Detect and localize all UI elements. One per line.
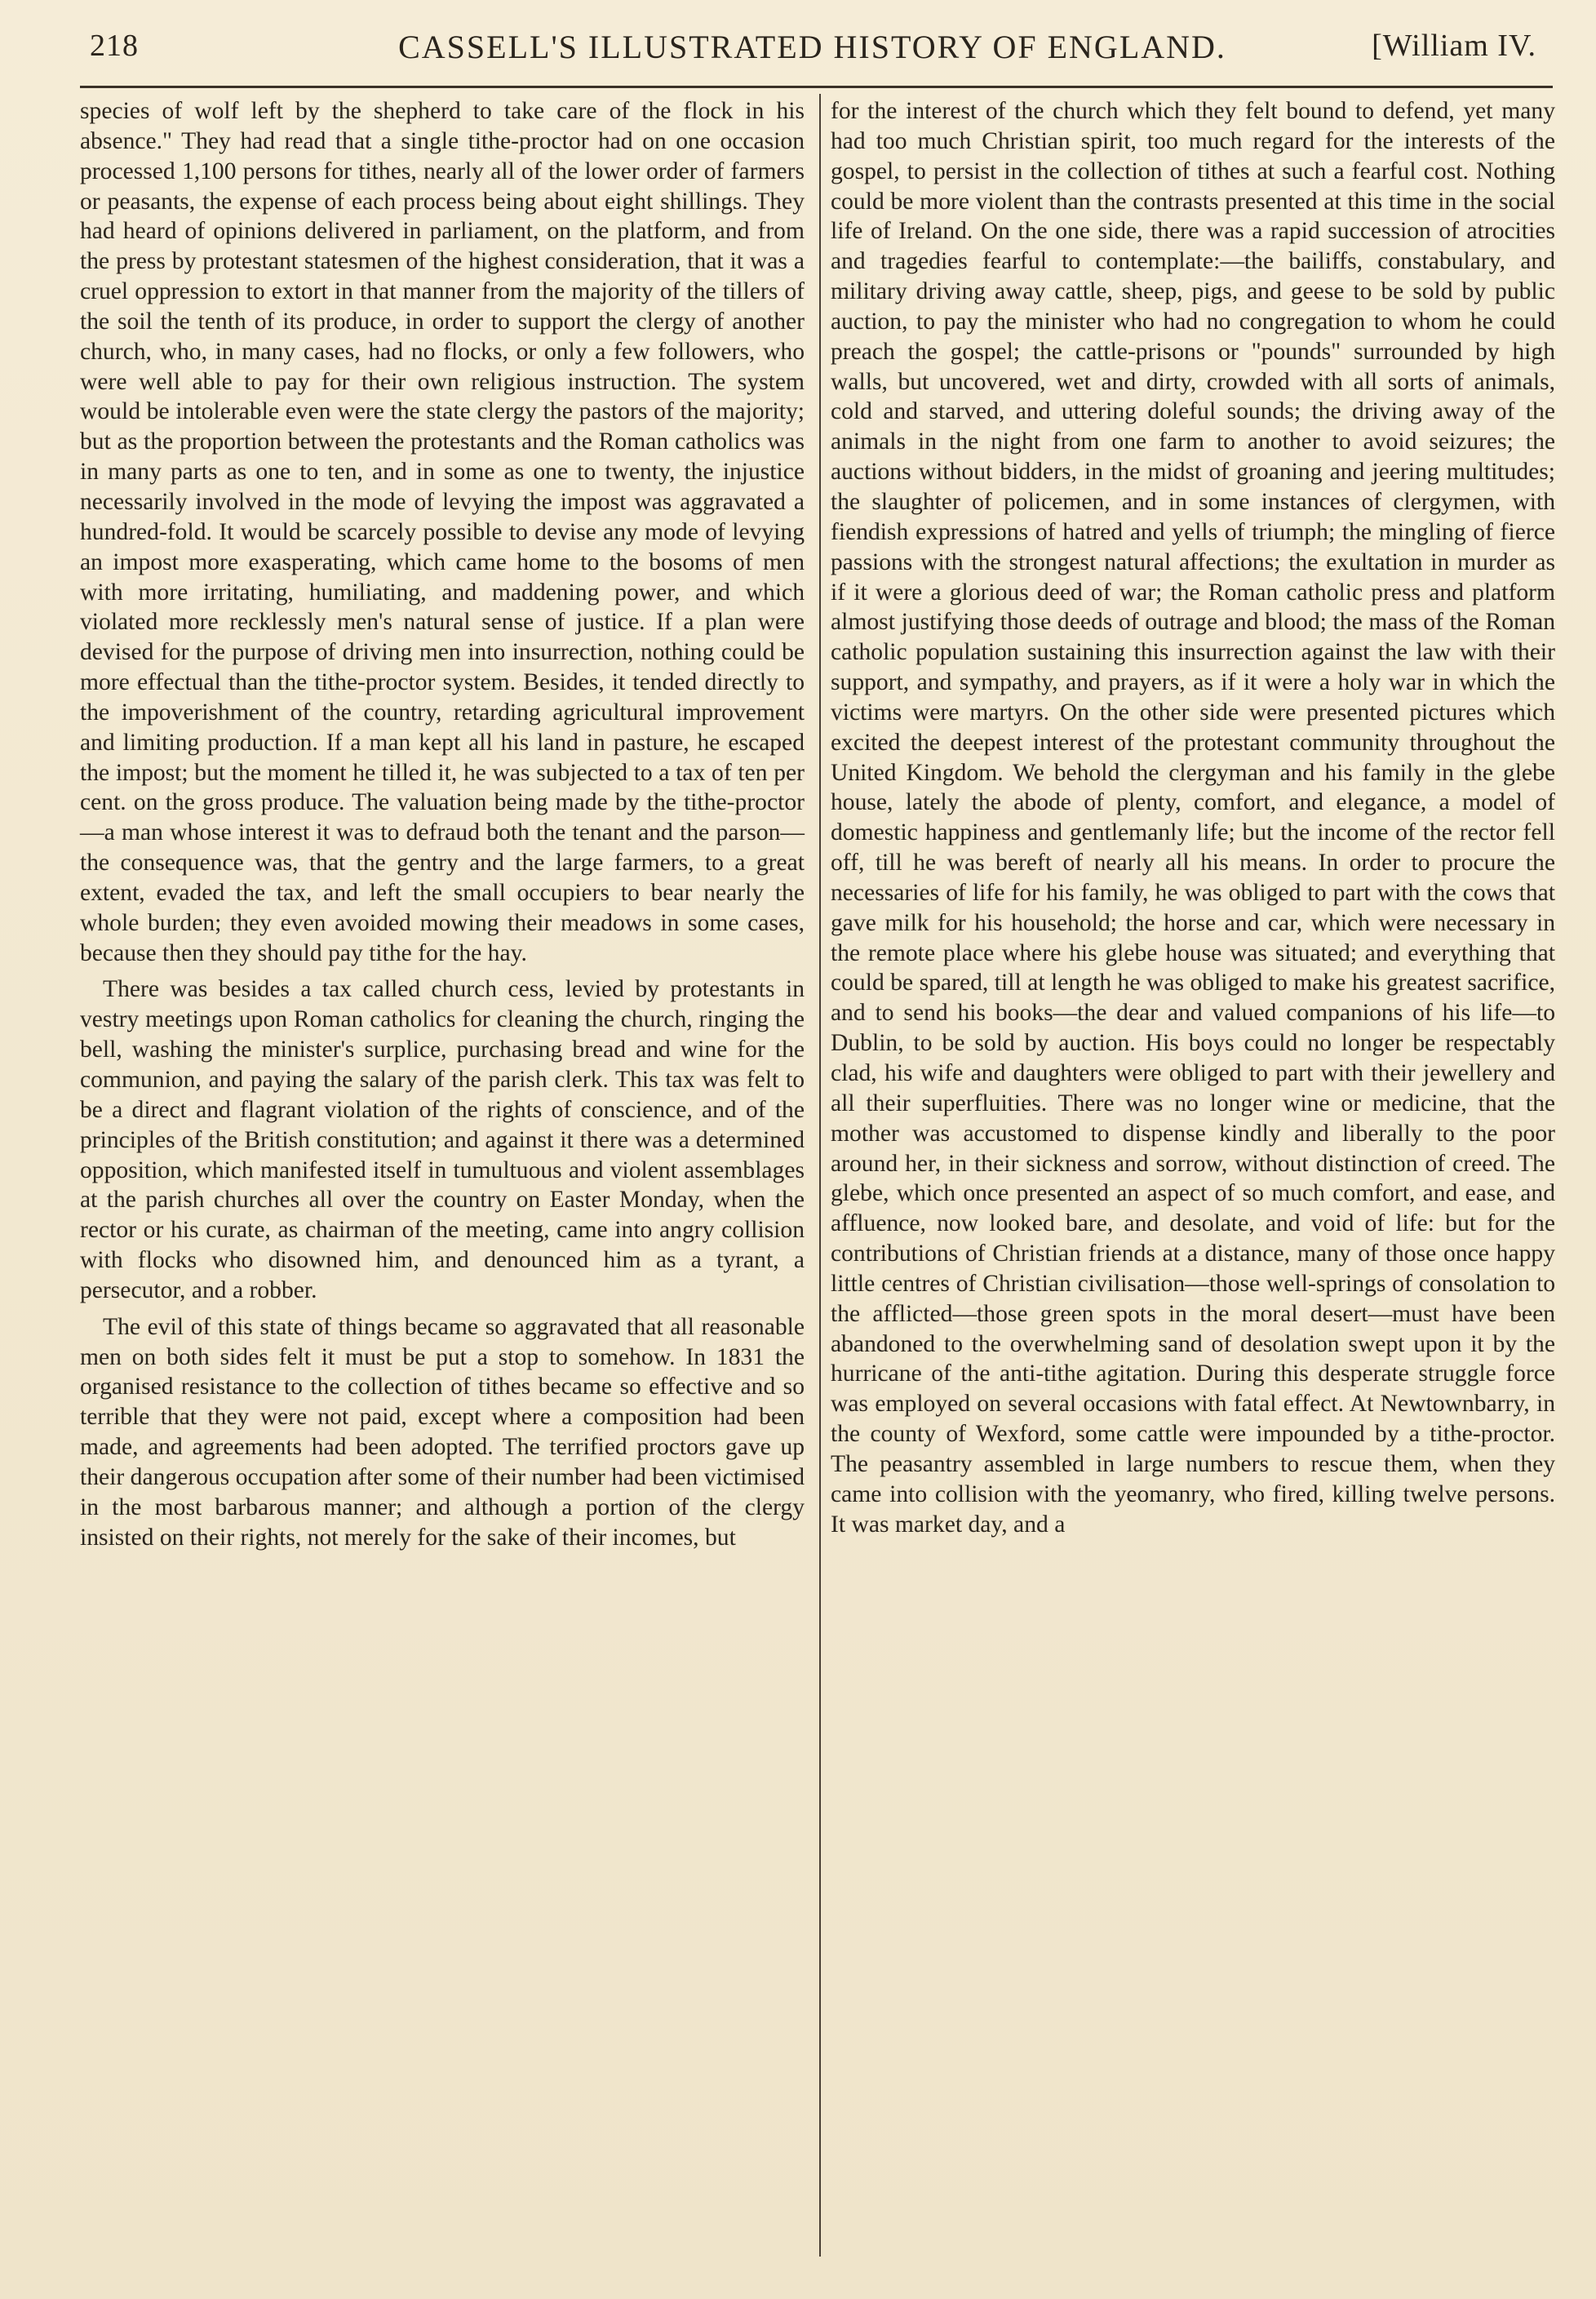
paragraph: species of wolf left by the shepherd to take care of the flock in his absence." They had read that a single tithe-proctor had on one occasion processed 1,100 persons for tithes, nearly all of the lower order of farmers or peasants, the expense of each process being about eight shillings. They had heard of opinions delivered in parliament, on the platform, and from the press by protestant statesmen of the highest consideration, that it was a cruel oppression to extort in that manner from the majority of the tillers of the soil the tenth of its produce, in order to support the clergy of another church, who, in many cases, had no flocks, or only a few followers, who were well able to pay for their own religious instruction. The system would be intolerable even were the state clergy the pastors of the majority; but as the proportion between the protestants and the Roman catholics was in many parts as one to ten, and in some as one to twenty, the injustice necessarily involved in the mode of levying the impost was aggravated a hundred-fold. It would be scarcely possible to devise any mode of levying an impost more exasperating, which came home to the bosoms of men with more irritating, humiliating, and maddening power, and which violated more recklessly men's natural sense of justice. If a plan were devised for the purpose of driving men into insurrection, nothing could be more effectual than the tithe-proctor system. Besides, it tended directly to the impoverishment of the country, retarding agricultural improvement and limiting production. If a man kept all his land in pasture, he escaped the impost; but the moment he tilled it, he was subjected to a tax of ten per cent. on the gross produce. The valuation being made by the tithe-proctor—a man whose interest it was to defraud both the tenant and the parson—the consequence was, that the gentry and the large farmers, to a great extent, evaded the tax, and left the small occupiers to bear nearly the whole burden; they even avoided mowing their meadows in some cases, because then they should pay tithe for the hay. [80, 98, 805, 966]
paragraph: The evil of this state of things became so aggravated that all reasonable men on both sides felt it must be put a stop to somehow. In 1831 the organised resistance to the collection of tithes became so effective and so terrible that they were not paid, except where a composition had been made, and agreements had been adopted. The terrified proctors gave up their dangerous occupation after some of their number had been victimised in the most barbarous manner; and although a portion of the clergy insisted on their rights, not merely for the sake of their incomes, but [80, 1313, 805, 1551]
column-divider [819, 94, 821, 2257]
paragraph: There was besides a tax called church cess, levied by protestants in vestry meetings upon Roman catholics for cleaning the church, ringing the bell, washing the minister's surplice, purchasing bread and wine for the communion, and paying the salary of the parish clerk. This tax was felt to be a direct and flagrant violation of the rights of conscience, and of the principles of the British constitution; and against it there was a determined opposition, which manifested itself in tumultuous and violent assemblages at the parish churches all over the country on Easter Monday, when the rector or his curate, as chairman of the meeting, came into angry collision with flocks who disowned him, and denounced him as a tyrant, a persecutor, and a robber. [80, 976, 805, 1303]
left-column [80, 96, 805, 1553]
running-header [80, 24, 1545, 73]
page-number: 218 [90, 29, 139, 63]
running-title: CASSELL'S ILLUSTRATED HISTORY OF ENGLAND. [398, 29, 1226, 65]
right-column [831, 96, 1555, 1540]
paragraph: for the interest of the church which they felt bound to defend, yet many had too much Christian spirit, too much regard for the interests of the gospel, to persist in the collection of tithes at such a fearful cost. Nothing could be more violent than the contrasts presented at this time in the social life of Ireland. On the one side, there was a rapid succession of atrocities and tragedies fearful to contemplate:—the bailiffs, constabulary, and military driving away cattle, sheep, pigs, and geese to be sold by public auction, to pay the minister who had no congregation to whom he could preach the gospel; the cattle-prisons or "pounds" surrounded by high walls, but uncovered, wet and dirty, crowded with all sorts of animals, cold and starved, and uttering doleful sounds; the driving away of the animals in the night from one farm to another to avoid seizures; the auctions without bidders, in the midst of groaning and jeering multitudes; the slaughter of policemen, and in some instances of clergymen, with fiendish expressions of hatred and yells of triumph; the mingling of fierce passions with the strongest natural affections; the exultation in murder as if it were a glorious deed of war; the Roman catholic press and platform almost justifying those deeds of outrage and blood; the mass of the Roman catholic population sustaining this insurrection against the law with their support, and sympathy, and prayers, as if it were a holy war in which the victims were martyrs. On the other side were presented pictures which excited the deepest interest of the protestant community throughout the United Kingdom. We behold the clergyman and his family in the glebe house, lately the abode of plenty, comfort, and elegance, a model of domestic happiness and gentlemanly life; but the income of the rector fell off, till he was bereft of nearly all his means. In order to procure the necessaries of life for his family, he was obliged to part with the cows that gave milk for his household; the horse and car, which were necessary in the remote place where his glebe house was situated; and everything that could be spared, till at length he was obliged to make his greatest sacrifice, and to send his books—the dear and valued companions of his life—to Dublin, to be sold by auction. His boys could no longer be respectably clad, his wife and daughters were obliged to part with their jewellery and all their superfluities. There was no longer wine or medicine, that the mother was accustomed to dispense kindly and liberally to the poor around her, in their sickness and sorrow, without distinction of creed. The glebe, which once presented an aspect of so much comfort, and ease, and affluence, now looked bare, and desolate, and void of life: but for the contributions of Christian friends at a distance, many of those once happy little centres of Christian civilisation—those well-springs of consolation to the afflicted—those green spots in the moral desert—must have been abandoned to the overwhelming sand of desolation swept upon it by the hurricane of the anti-tithe agitation. During this desperate struggle force was employed on several occasions with fatal effect. At Newtownbarry, in the county of Wexford, some cattle were impounded by a tithe-proctor. The peasantry assembled in large numbers to rescue them, when they came into collision with the yeomanry, who fired, killing twelve persons. It was market day, and a [831, 98, 1555, 1538]
header-rule [80, 86, 1553, 88]
section-heading: [William IV. [1372, 29, 1536, 63]
